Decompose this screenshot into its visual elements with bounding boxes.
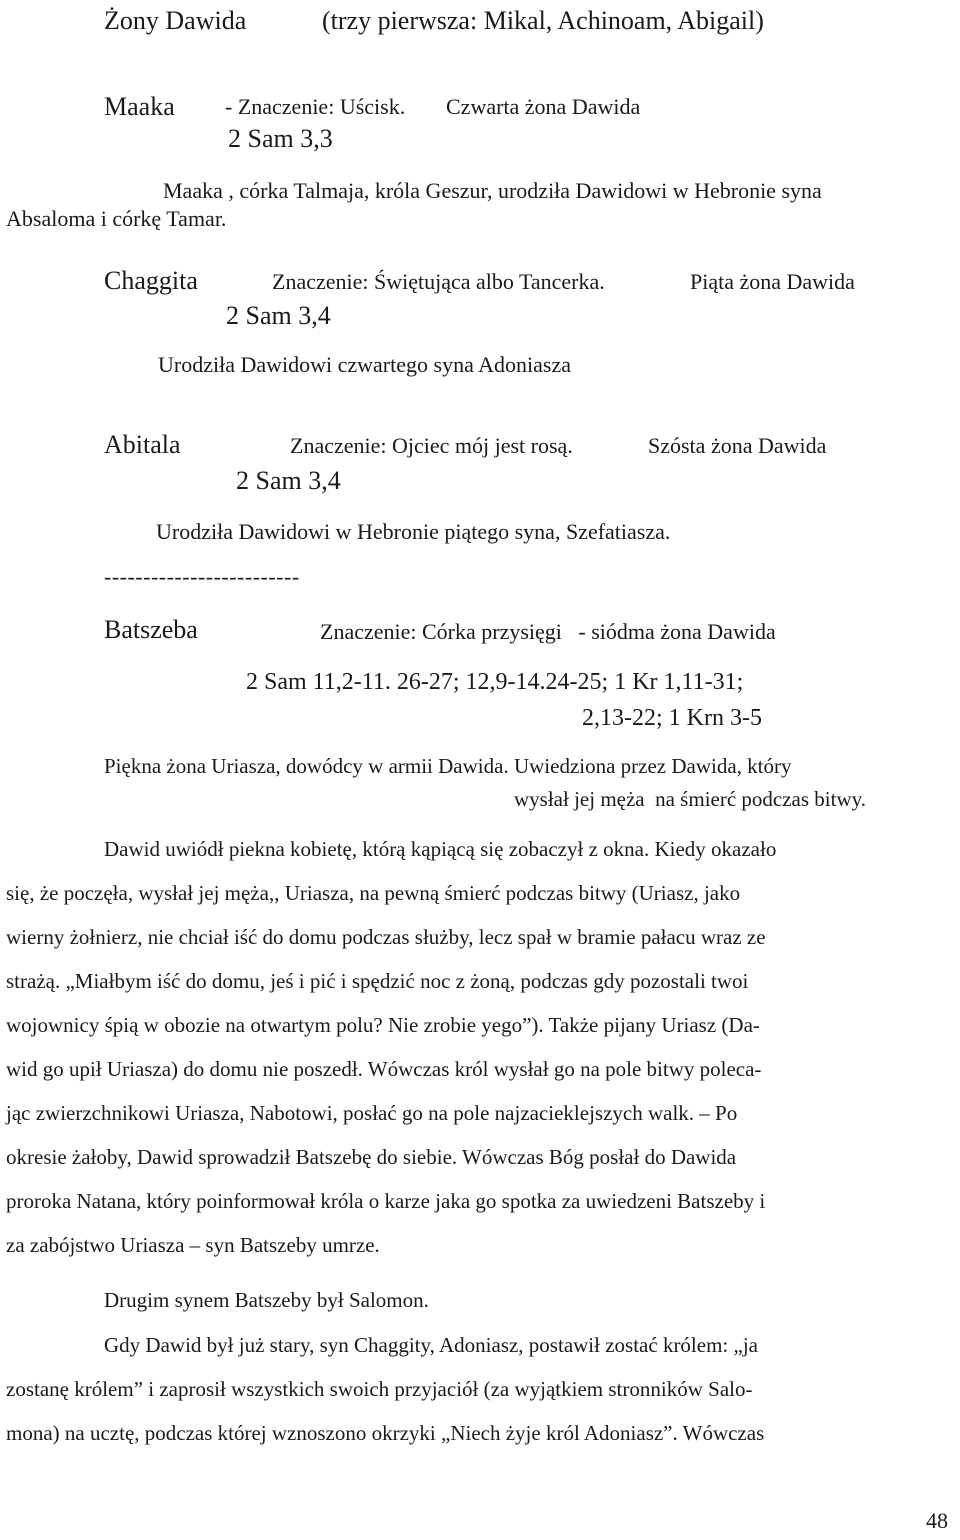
page-number: 48 (926, 1508, 948, 1533)
batszeba-reference-line-1: 2 Sam 11,2-11. 26-27; 12,9-14.24-25; 1 Kr 1,11-31; (246, 669, 744, 695)
adoniasz-line: mona) na ucztę, podczas której wznoszono okrzyki „Niech żyje król Adoniasz”. Wówczas (6, 1421, 765, 1445)
batszeba-reference-line-2: 2,13-22; 1 Krn 3-5 (582, 705, 762, 731)
chaggita-name: Chaggita (104, 266, 198, 295)
story-line: okresie żałoby, Dawid sprowadził Batszebę do siebie. Wówczas Bóg posłał do Dawida (6, 1145, 737, 1169)
story-line: się, że poczęła, wysłał jej męża,, Uriasza, na pewną śmierć podczas bitwy (Uriasz, jako (6, 881, 741, 905)
abitala-order: Szósta żona Dawida (648, 433, 827, 458)
section-title-note: (trzy pierwsza: Mikal, Achinoam, Abigail) (322, 6, 764, 35)
abitala-name: Abitala (104, 430, 181, 459)
adoniasz-line: Gdy Dawid był już stary, syn Chaggity, Adoniasz, postawił zostać królem: „ja (104, 1333, 758, 1357)
chaggita-order: Piąta żona Dawida (690, 269, 855, 294)
story-line: wojownicy śpią w obozie na otwartym polu? Nie zrobie yego”). Także pijany Uriasz (Da- (6, 1013, 760, 1037)
second-son-text: Drugim synem Batszeby był Salomon. (104, 1288, 429, 1312)
chaggita-meaning: Znaczenie: Świętująca albo Tancerka. (272, 269, 605, 294)
chaggita-text: Urodziła Dawidowi czwartego syna Adoniasza (158, 352, 571, 377)
batszeba-meaning: Znaczenie: Córka przysięgi - siódma żona Dawida (320, 619, 776, 644)
separator-line: ------------------------- (104, 564, 300, 589)
adoniasz-paragraph (6, 1323, 954, 1455)
chaggita-reference: 2 Sam 3,4 (226, 301, 331, 330)
maaka-order: Czwarta żona Dawida (446, 94, 641, 119)
maaka-name: Maaka (104, 92, 175, 121)
maaka-meaning: - Znaczenie: Uścisk. (225, 94, 406, 119)
abitala-text: Urodziła Dawidowi w Hebronie piątego syna, Szefatiasza. (156, 519, 671, 544)
story-line: proroka Natana, który poinformował króla o karze jaka go spotka za uwiedzeni Batszeby i (6, 1189, 766, 1213)
abitala-reference: 2 Sam 3,4 (236, 466, 341, 495)
maaka-text-line-1: Maaka , córka Talmaja, króla Geszur, urodziła Dawidowi w Hebronie syna (163, 178, 822, 203)
batszeba-description-line-2: wysłał jej męża na śmierć podczas bitwy. (514, 787, 867, 811)
maaka-text-line-2: Absaloma i córkę Tamar. (6, 206, 227, 231)
story-line: jąc zwierzchnikowi Uriasza, Nabotowi, posłać go na pole najzacieklejszych walk. – Po (6, 1101, 738, 1125)
story-line: za zabójstwo Uriasza – syn Batszeby umrze. (6, 1233, 380, 1257)
story-line: Dawid uwiódł piekna kobietę, którą kąpiącą się zobaczył z okna. Kiedy okazało (104, 837, 777, 861)
batszeba-description-line-1: Piękna żona Uriasza, dowódcy w armii Dawida. Uwiedziona przez Dawida, który (104, 754, 792, 778)
batszeba-name: Batszeba (104, 615, 198, 644)
story-line: wierny żołnierz, nie chciał iść do domu podczas służby, lecz spał w bramie pałacu wraz ze (6, 925, 766, 949)
story-line: wid go upił Uriasza) do domu nie poszedł. Wówczas król wysłał go na pole bitwy poleca- (6, 1057, 762, 1081)
maaka-reference: 2 Sam 3,3 (228, 124, 333, 153)
adoniasz-line: zostanę królem” i zaprosił wszystkich swoich przyjaciół (za wyjątkiem stronników Salo- (6, 1377, 753, 1401)
abitala-meaning: Znaczenie: Ojciec mój jest rosą. (290, 433, 573, 458)
story-line: strażą. „Miałbym iść do domu, jeś i pić i spędzić noc z żoną, podczas gdy pozostali twoi (6, 969, 749, 993)
story-paragraph (6, 827, 954, 1267)
section-title: Żony Dawida (104, 6, 247, 35)
